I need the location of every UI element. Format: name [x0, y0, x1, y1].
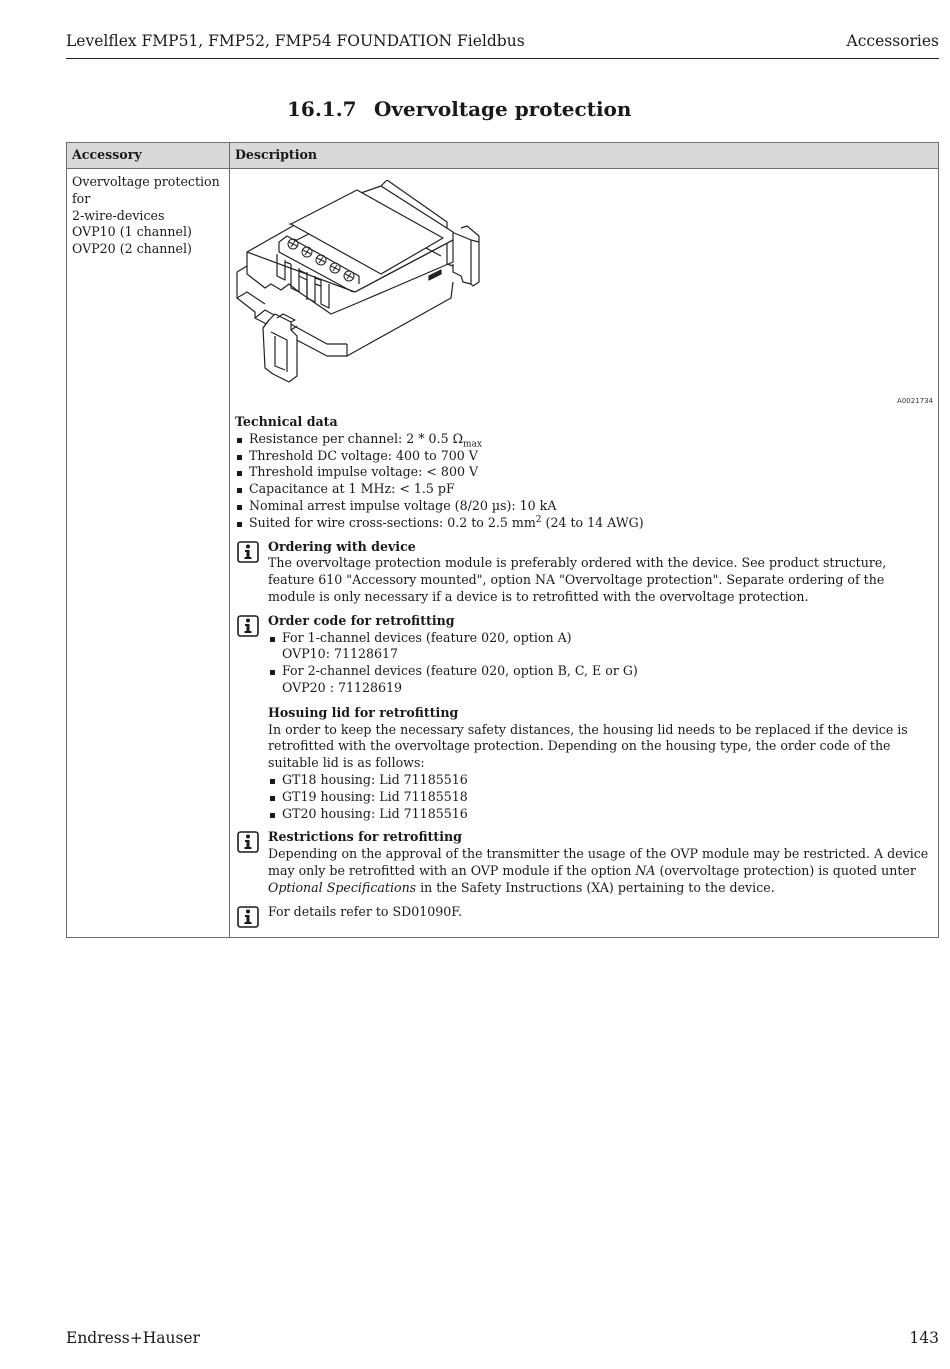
list-item: GT19 housing: Lid 71185518 — [268, 789, 933, 806]
note-text: The overvoltage protection module is preferably ordered with the device. See product structure, feature 610 "Accessory mounted", option NA "Overvoltage protection". Separate ordering of the module is only necessary if a device is to retrofitted with the overvoltage protection. — [268, 555, 887, 604]
housing-lid-title: Hosuing lid for retrofitting — [268, 704, 459, 720]
brand-name: Endress+Hauser — [66, 1329, 200, 1347]
housing-lid-list — [268, 772, 933, 822]
table-header-row — [67, 143, 939, 169]
ovp-module-drawing — [235, 180, 485, 392]
accessory-cell — [67, 169, 230, 938]
page-header — [66, 30, 939, 59]
note-text-part: in the Safety Instructions (XA) pertaining to the device. — [416, 879, 775, 895]
list-item: GT20 housing: Lid 71185516 — [268, 806, 933, 823]
technical-data-title: Technical data — [235, 414, 338, 429]
note-text-part: Depending on the approval of the transmitter the usage of the OVP module may be restricted. A device may only be retrofitted with an OVP module if the option — [268, 846, 929, 878]
accessory-line: OVP10 (1 channel) — [72, 224, 192, 240]
technical-data-list — [235, 431, 933, 532]
accessory-line: OVP20 (2 channel) — [72, 241, 192, 257]
figure-code: A0021734 — [897, 397, 933, 406]
note-title: Order code for retrofitting — [268, 612, 455, 628]
order-item-text: For 1-channel devices (feature 020, option A) — [282, 629, 572, 645]
accessory-line: Overvoltage protection for — [72, 174, 220, 206]
resistance-text: Resistance per channel: 2 * 0.5 Ω — [249, 430, 464, 446]
list-item — [268, 663, 933, 697]
column-header-description: Description — [230, 143, 939, 169]
info-icon — [237, 831, 259, 853]
list-item: Threshold DC voltage: 400 to 700 V — [235, 448, 933, 465]
squared-superscript: 2 — [535, 514, 542, 525]
note-order-code — [235, 613, 933, 823]
order-code: OVP20 : 71128619 — [282, 679, 403, 695]
order-code-list — [268, 630, 933, 697]
ovp-module-figure — [235, 174, 933, 410]
note-details — [235, 904, 933, 921]
accessory-table — [66, 142, 939, 938]
info-icon — [237, 906, 259, 928]
list-item: GT18 housing: Lid 71185516 — [268, 772, 933, 789]
list-item: Nominal arrest impulse voltage (8/20 µs): 10 kA — [235, 498, 933, 515]
document-title: Levelflex FMP51, FMP52, FMP54 FOUNDATION Fieldbus — [66, 32, 525, 50]
max-subscript: max — [463, 439, 483, 450]
list-item — [235, 431, 933, 448]
list-item: Threshold impulse voltage: < 800 V — [235, 464, 933, 481]
note-text — [268, 846, 933, 896]
page-number: 143 — [909, 1329, 939, 1347]
housing-lid-text: In order to keep the necessary safety distances, the housing lid needs to be replaced if the device is retrofitted with the overvoltage protection. Depending on the housing type, the order code of the suitable lid is as follows: — [268, 721, 908, 771]
order-item-text: For 2-channel devices (feature 020, option B, C, E or G) — [282, 663, 638, 679]
column-header-accessory: Accessory — [67, 143, 230, 169]
table-row — [67, 169, 939, 938]
info-icon — [237, 541, 259, 563]
note-restrictions — [235, 829, 933, 896]
section-title: Overvoltage protection — [373, 97, 632, 121]
order-code: OVP10: 71128617 — [282, 646, 399, 662]
note-ordering — [235, 539, 933, 606]
note-text: For details refer to SD01090F. — [268, 903, 463, 919]
chapter-name: Accessories — [846, 32, 939, 50]
list-item — [268, 630, 933, 664]
accessory-line: 2-wire-devices — [72, 207, 165, 223]
wire-text-awg: (24 to 14 AWG) — [541, 514, 644, 530]
note-text-part: (overvoltage protection) is quoted unter — [655, 862, 916, 878]
info-icon — [237, 615, 259, 637]
section-heading — [287, 97, 631, 121]
wire-text: Suited for wire cross-sections: 0.2 to 2.5 mm — [249, 514, 536, 530]
note-title: Ordering with device — [268, 538, 416, 554]
optional-specifications: Optional Specifications — [268, 879, 417, 895]
option-code: NA — [635, 862, 656, 878]
note-title: Restrictions for retrofitting — [268, 829, 462, 845]
description-cell — [230, 169, 939, 938]
page-footer — [66, 1329, 939, 1347]
list-item — [235, 515, 933, 532]
section-number: 16.1.7 — [287, 97, 357, 121]
list-item: Capacitance at 1 MHz: < 1.5 pF — [235, 481, 933, 498]
